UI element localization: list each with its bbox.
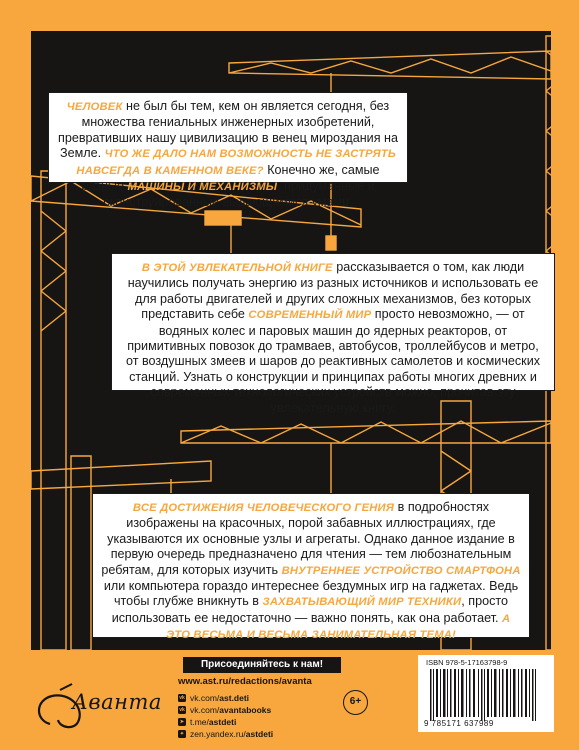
body-text: рассказывается о том, как люди научились получать энергию из разных источников и использовать ее для работы двигателей и других сложных механизмов, без которых представить себе: [127, 260, 539, 322]
social-link-telegram[interactable]: [178, 716, 273, 727]
body-text: , придуманные и сконструированные выдающимися умами.: [103, 179, 375, 210]
social-prefix: vk.com/: [190, 704, 220, 715]
highlight-text: А ЭТО ВЕСЬМА И ВЕСЬМА ЗАНИМАТЕЛЬНАЯ ТЕМА!: [166, 612, 511, 642]
highlight-text: СОВРЕМЕННЫЙ МИР: [248, 309, 372, 322]
body-text: в подробностях изображены на красочных, порой забавных иллюстрациях, где указываются их основные узлы и агрегаты. Однако данное издание в первую очередь предназначено для чтения — тем любознательным ребятам, для которых изучить: [101, 500, 515, 577]
text-box-description: [111, 253, 555, 415]
website-link[interactable]: www.ast.ru/redactions/avanta: [178, 676, 312, 687]
highlight-text: ЧТО ЖЕ ДАЛО НАМ ВОЗМОЖНОСТЬ НЕ ЗАСТРЯТЬ НАВСЕГДА В КАМЕННОМ ВЕКЕ?: [76, 148, 397, 177]
social-prefix: zen.yandex.ru/: [190, 728, 246, 739]
body-text: , просто использовать ее недостаточно — важно понять, как она работает.: [111, 594, 509, 625]
telegram-icon: ➤: [179, 718, 185, 725]
social-link-zen[interactable]: [178, 728, 273, 739]
age-rating-badge: 6+: [343, 690, 368, 715]
body-text: не был бы тем, кем он является сегодня, без множества гениальных инженерных изобретений, превративших нашу цивилизацию в венец мироздания на Земле.: [58, 99, 398, 161]
social-link-vk-astdeti[interactable]: [178, 692, 273, 703]
highlight-text: ЗАХВАТЫВАЮЩИЙ МИР ТЕХНИКИ: [262, 596, 462, 609]
vk-icon: vk: [179, 694, 185, 701]
body-text: Конечно же, самые разные: [81, 162, 380, 194]
highlight-text: ВНУТРЕННЕЕ УСТРОЙСТВО СМАРТФОНА: [281, 564, 521, 577]
social-handle: astdeti: [245, 728, 274, 739]
join-banner: Присоединяйтесь к нам!: [183, 657, 341, 673]
social-handle: astdeti: [208, 716, 237, 727]
social-handle: ast.deti: [219, 692, 250, 703]
highlight-text: ЧЕЛОВЕК: [66, 101, 123, 113]
vk-icon: vk: [179, 706, 185, 713]
social-link-vk-avantabooks[interactable]: [178, 704, 273, 715]
highlight-text: В ЭТОЙ УВЛЕКАТЕЛЬНОЙ КНИГЕ: [141, 262, 333, 274]
avanta-logo-text: Аванта: [72, 690, 162, 714]
social-prefix: t.me/: [190, 716, 209, 727]
social-links: [178, 692, 273, 740]
highlight-text: ВСЕ ДОСТИЖЕНИЯ ЧЕЛОВЕЧЕСКОГО ГЕНИЯ: [132, 502, 395, 514]
text-box-intro: [48, 92, 408, 210]
barcode-number: 9 785171 637989: [424, 719, 494, 728]
body-text: просто невозможно, — от водяных колес и паровых машин до ядерных реакторов, от примитивных повозок до трамваев, автобусов, троллейбусов и метро, от воздушных змеев и шаров до реактивных самолетов и космических станций. Узнать о конструкции и принципах работы многих древних и современных технологических устройств можно, прочитав эту увлекательную книгу.: [125, 307, 541, 415]
body-text: или компьютера гораздо интереснее бездумных игр на гаджетах. Ведь чтобы глубже вникнуть в: [103, 579, 519, 609]
highlight-text: МАШИНЫ И МЕХАНИЗМЫ: [127, 181, 278, 194]
zen-icon: ✦: [179, 730, 185, 737]
barcode-block: [418, 655, 554, 732]
isbn-text: ISBN 978-5-17163798-9: [426, 658, 508, 667]
social-handle: avantabooks: [219, 704, 272, 715]
social-prefix: vk.com/: [190, 692, 220, 703]
text-box-achievements: [92, 493, 530, 642]
